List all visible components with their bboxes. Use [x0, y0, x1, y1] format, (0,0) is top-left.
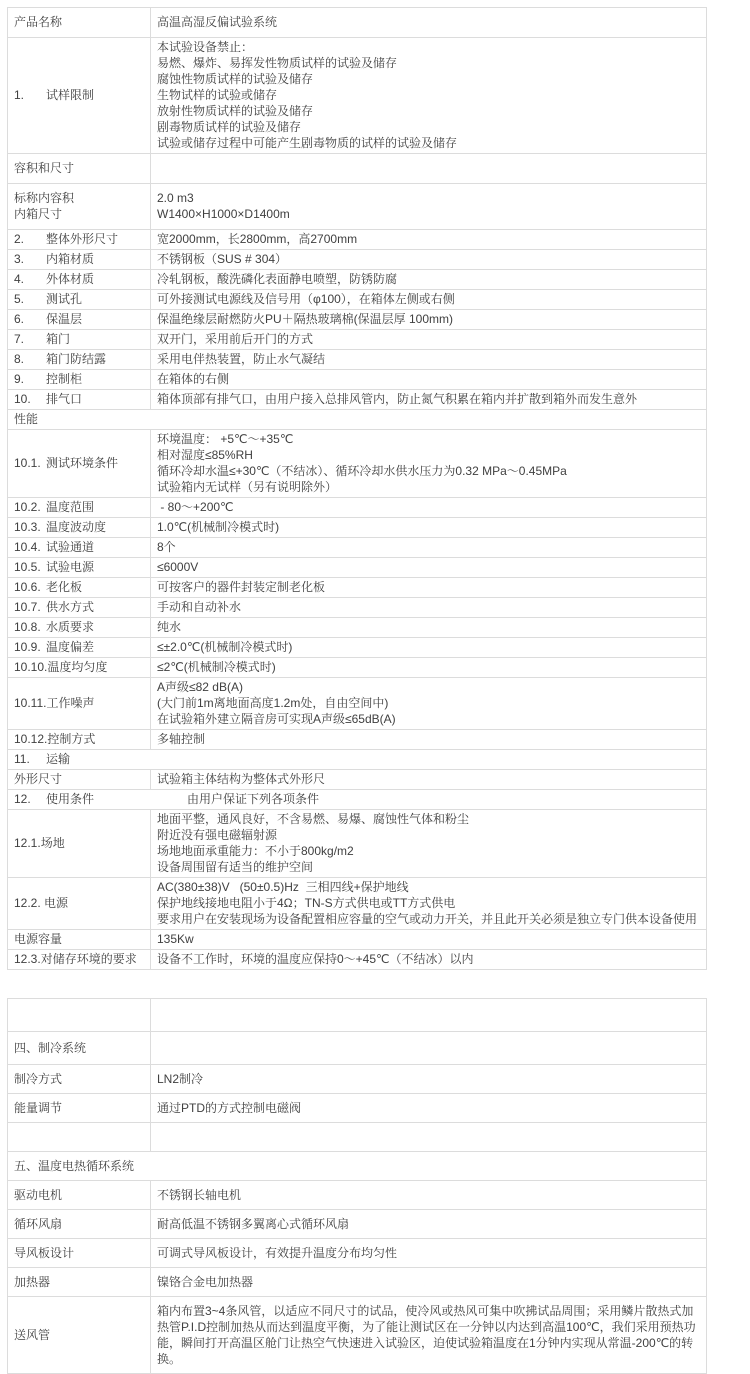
spec-label: 送风管: [14, 1328, 51, 1342]
spec-value-line: AC(380±38)V (50±0.5)Hz 三相四线+保护地线: [157, 880, 409, 894]
spec-value-line: 试验箱主体结构为整体式外形尺: [157, 772, 326, 786]
spec-label: 箱门防结露: [46, 352, 107, 366]
spec-label: 加热器: [14, 1275, 51, 1289]
spec-label: 控制柜: [46, 372, 83, 386]
spec-row: [8, 598, 707, 618]
item-number: 11.: [14, 752, 30, 766]
spec-value-cell: [151, 230, 707, 250]
spec-value-line: 保温绝缘层耐燃防火PU＋隔热玻璃棉(保温层厚 100mm): [157, 312, 454, 326]
spec-row: [8, 930, 707, 950]
item-number: 2.: [14, 232, 25, 246]
spec-row: [8, 638, 707, 658]
spec-row: [8, 678, 707, 730]
spec-value-cell: [151, 310, 707, 330]
spec-label: 产品名称: [14, 15, 63, 29]
spec-label-cell: [8, 1181, 151, 1210]
spec-value-line: 腐蚀性物质试样的试验及储存: [157, 72, 314, 86]
item-number: 8.: [14, 352, 25, 366]
item-number: 9.: [14, 372, 25, 386]
spec-row: [8, 878, 707, 930]
spec-label-cell: [8, 1032, 151, 1065]
spec-row: [8, 1239, 707, 1268]
spec-row: [8, 578, 707, 598]
spec-value-cell: [151, 770, 707, 790]
spec-label-cell: [8, 538, 151, 558]
spec-label-cell: [8, 154, 151, 184]
spec-row: [8, 1181, 707, 1210]
spec-value-cell: [151, 878, 707, 930]
spec-label: 12.1.场地: [14, 836, 65, 850]
spec-value-line: 纯水: [157, 620, 182, 634]
spec-label-cell: [8, 330, 151, 350]
spec-label-cell: [8, 999, 151, 1032]
spec-value-cell: [151, 184, 707, 230]
spec-value-line: 剧毒物质试样的试验及储存: [157, 120, 302, 134]
spec-row: [8, 1094, 707, 1123]
item-number: 10.4.: [14, 540, 41, 554]
spec-label-cell: [8, 1094, 151, 1123]
spec-label-cell: [8, 878, 151, 930]
spec-value-cell: [151, 730, 707, 750]
spec-label: 试验电源: [46, 560, 95, 574]
spec-label: 工作噪声: [46, 696, 95, 710]
spec-label: 试验通道: [46, 540, 95, 554]
spec-row: [8, 270, 707, 290]
spec-row: [8, 730, 707, 750]
spec-row: [8, 1123, 707, 1152]
spec-label-cell: [8, 1239, 151, 1268]
section-label: 五、温度电热循环系统: [14, 1159, 135, 1173]
spec-value-line: LN2制冷: [157, 1072, 204, 1086]
spec-label-cell: [8, 578, 151, 598]
spec-value-line: 双开门，采用前后开门的方式: [157, 332, 314, 346]
spec-row: [8, 518, 707, 538]
spec-label: 控制方式: [47, 732, 96, 746]
spec-row: [8, 330, 707, 350]
item-number: 3.: [14, 252, 25, 266]
spec-label-cell: [8, 1210, 151, 1239]
spec-value-cell: [151, 430, 707, 498]
item-number: 5.: [14, 292, 25, 306]
spec-value-line: 2.0 m3: [157, 191, 194, 205]
spec-label: 整体外形尺寸: [46, 232, 119, 246]
section-header-cell: [8, 1152, 707, 1181]
spec-value-line: 循环冷却水温≤+30℃（不结冰）、循环冷却水供水压力为0.32 MPa～0.45MPa: [157, 464, 567, 478]
spec-row: [8, 184, 707, 230]
spec-value-cell: [151, 598, 707, 618]
spec-value-line: 可外接测试电源线及信号用（φ100），在箱体左侧或右侧: [157, 292, 455, 306]
spec-label: 保温层: [46, 312, 83, 326]
spec-row: [8, 430, 707, 498]
spec-label-cell: [8, 1297, 151, 1374]
spec-value-cell: [151, 538, 707, 558]
spec-value-line: ≤±2.0℃(机械制冷模式时): [157, 640, 293, 654]
spec-value-line: 冷轧钢板，酸洗磷化表面静电喷塑，防锈防腐: [157, 272, 398, 286]
spec-label: 驱动电机: [14, 1188, 63, 1202]
spec-row: [8, 1297, 707, 1374]
spec-value-cell: [151, 1094, 707, 1123]
spec-value-line: W1400×H1000×D1400m: [157, 207, 290, 221]
spec-value-cell: [151, 1123, 707, 1152]
spec-row: [8, 1268, 707, 1297]
spec-value-line: 放射性物质试样的试验及储存: [157, 104, 314, 118]
item-number: 10.11.: [14, 696, 47, 710]
spec-value-cell: [151, 390, 707, 410]
item-number: 7.: [14, 332, 25, 346]
spec-value-line: 生物试样的试验或储存: [157, 88, 278, 102]
spec-value-cell: [151, 1210, 707, 1239]
spec-row: [8, 250, 707, 270]
spec-label-cell: [8, 310, 151, 330]
item-number: 10.10.: [14, 660, 48, 674]
spec-row: [8, 1210, 707, 1239]
spec-label: 测试孔: [46, 292, 83, 306]
item-number: 10.9.: [14, 640, 41, 654]
spec-row: [8, 370, 707, 390]
spec-label: 温度波动度: [46, 520, 107, 534]
spec-value-cell: [151, 498, 707, 518]
spec-value-line: 高温高湿反偏试验系统: [157, 15, 278, 29]
section-header-cell: [8, 410, 707, 430]
spec-value-cell: [151, 578, 707, 598]
spec-row: [8, 1032, 707, 1065]
spec-row: [8, 310, 707, 330]
spec-value-cell: [151, 154, 707, 184]
spec-value-line: 设备周围留有适当的维护空间: [157, 860, 314, 874]
spec-label: 温度偏差: [46, 640, 95, 654]
spec-value-line: 可调式导风板设计，有效提升温度分布均匀性: [157, 1246, 398, 1260]
spec-value-line: 135Kw: [157, 932, 194, 946]
spec-value-cell: [151, 1032, 707, 1065]
item-number: 10.: [14, 392, 31, 406]
spec-label: 12.3.对储存环境的要求: [14, 952, 137, 966]
spec-row: [8, 618, 707, 638]
spec-label-cell: [8, 350, 151, 370]
spec-value-line: 通过PTD的方式控制电磁阀: [157, 1101, 302, 1115]
spec-value-cell: [151, 638, 707, 658]
spec-value-cell: [151, 1268, 707, 1297]
spec-value-line: 试验或储存过程中可能产生剧毒物质的试样的试验及储存: [157, 136, 458, 150]
spec-label-cell: [8, 370, 151, 390]
spec-value-line: - 80～+200℃: [157, 500, 234, 514]
spec-value-line: 手动和自动补水: [157, 600, 242, 614]
spec-label: 外体材质: [46, 272, 95, 286]
spec-label: 测试环境条件: [46, 456, 119, 470]
spec-row: [8, 38, 707, 154]
section-row: [8, 1152, 707, 1181]
item-number: 10.12.: [14, 732, 48, 746]
main-spec-table: [7, 7, 707, 970]
spec-value-cell: [151, 1239, 707, 1268]
spec-label: 温度均匀度: [47, 660, 108, 674]
spec-value-cell: [151, 930, 707, 950]
spec-value-line: 附近没有强电磁辐射源: [157, 828, 278, 842]
spec-value-cell: [151, 678, 707, 730]
spec-value-cell: [151, 950, 707, 970]
spec-value-line: 可按客户的器件封装定制老化板: [157, 580, 326, 594]
cooling-heating-table: [7, 998, 707, 1374]
spec-row: [8, 810, 707, 878]
spec-row: [8, 770, 707, 790]
spec-row: [8, 950, 707, 970]
spec-label: 试样限制: [46, 88, 95, 102]
spec-value-cell: [151, 38, 707, 154]
spec-value-line: ≤2℃(机械制冷模式时): [157, 660, 276, 674]
spec-value-cell: [151, 8, 707, 38]
spec-label: 四、制冷系统: [14, 1041, 87, 1055]
spec-value-line: 地面平整，通风良好，不含易燃、易爆、腐蚀性气体和粉尘: [157, 812, 470, 826]
spec-value-line: 要求用户在安装现场为设备配置相应容量的空气或动力开关，并且此开关必须是独立专门供本设备使用: [157, 912, 698, 926]
spec-label: 内箱尺寸: [14, 207, 63, 221]
spec-label-cell: [8, 930, 151, 950]
spec-value-cell: [151, 558, 707, 578]
spec-value-cell: [151, 658, 707, 678]
spec-label-cell: [8, 730, 151, 750]
spec-label: 导风板设计: [14, 1246, 75, 1260]
spec-label: 排气口: [46, 392, 83, 406]
spec-label: 能量调节: [14, 1101, 63, 1115]
spec-label-cell: [8, 498, 151, 518]
spec-value-cell: [151, 330, 707, 350]
spec-value-line: 设备不工作时，环境的温度应保持0～+45℃（不结冰）以内: [157, 952, 474, 966]
spec-value-cell: [151, 370, 707, 390]
spec-row: [8, 558, 707, 578]
spec-value-line: 环境温度： +5℃～+35℃: [157, 432, 294, 446]
spec-label-cell: [8, 250, 151, 270]
spec-value-line: 箱内布置3~4条风管，以适应不同尺寸的试品，使冷风或热风可集中吹拂试品周围；采用鳞片散热式加热管P.I.D控制加热从而达到温度平衡，为了能让测试区在一分钟以内达到高温100℃，我们采用预热功能，瞬间打开高温区舱门让热空气快速进入试验区，迫使试验箱温度在1分钟内实现从常温-200℃的转换。: [157, 1304, 696, 1366]
spec-label-cell: [8, 638, 151, 658]
section-row: [8, 750, 707, 770]
spec-label-cell: [8, 770, 151, 790]
spec-label-cell: [8, 598, 151, 618]
spec-value-cell: [151, 810, 707, 878]
spec-label: 箱门: [46, 332, 71, 346]
spec-label-cell: [8, 678, 151, 730]
spec-label-cell: [8, 558, 151, 578]
spec-value-line: 宽2000mm，长2800mm，高2700mm: [157, 232, 358, 246]
spec-row: [8, 658, 707, 678]
section-header-cell: [8, 750, 707, 770]
spec-value-line: 本试验设备禁止：: [157, 40, 254, 54]
item-number: 4.: [14, 272, 25, 286]
spec-label: 温度范围: [46, 500, 95, 514]
spec-label: 供水方式: [46, 600, 95, 614]
item-number: 10.6.: [14, 580, 41, 594]
spec-row: [8, 230, 707, 250]
spec-label-cell: [8, 230, 151, 250]
spec-row: [8, 538, 707, 558]
spec-value-line: 场地地面承重能力：不小于800kg/m2: [157, 844, 354, 858]
spec-label-cell: [8, 1123, 151, 1152]
spec-label-cell: [8, 390, 151, 410]
spec-value-cell: [151, 270, 707, 290]
item-number: 12.: [14, 792, 31, 806]
spec-row: [8, 350, 707, 370]
spec-value-line: 镍铬合金电加热器: [157, 1275, 254, 1289]
spec-row: [8, 390, 707, 410]
item-number: 10.7.: [14, 600, 41, 614]
spec-value-cell: [151, 350, 707, 370]
spec-value-line: 易燃、爆炸、易挥发性物质试样的试验及储存: [157, 56, 398, 70]
spec-label-cell: [8, 184, 151, 230]
spec-value-line: 在试验箱外建立隔音房可实现A声级≤65dB(A): [157, 712, 396, 726]
spec-row: [8, 290, 707, 310]
section-row: [8, 410, 707, 430]
spec-value-line: 耐高低温不锈钢多翼离心式循环风扇: [157, 1217, 350, 1231]
spec-value-line: 相对湿度≤85%RH: [157, 448, 253, 462]
spec-label-cell: [8, 38, 151, 154]
spec-value-line: 多轴控制: [157, 732, 206, 746]
spec-value-line: 保护地线接地电阻小于4Ω；TN-S方式供电或TT方式供电: [157, 896, 456, 910]
spec-row: [8, 498, 707, 518]
spec-value-cell: [151, 290, 707, 310]
item-number: 6.: [14, 312, 25, 326]
spec-label-cell: [8, 1065, 151, 1094]
spec-label-cell: [8, 810, 151, 878]
item-number: 10.1.: [14, 456, 41, 470]
item-number: 10.2.: [14, 500, 41, 514]
spec-value-cell: [151, 999, 707, 1032]
spec-value-cell: [151, 250, 707, 270]
spec-value-cell: [151, 1065, 707, 1094]
item-number: 10.8.: [14, 620, 41, 634]
spec-label: 内箱材质: [46, 252, 95, 266]
spec-value-line: A声级≤82 dB(A): [157, 680, 243, 694]
spec-label-cell: [8, 270, 151, 290]
spec-value-cell: [151, 518, 707, 538]
spec-row: [8, 1065, 707, 1094]
spec-label-cell: [8, 518, 151, 538]
spec-label: 12.2. 电源: [14, 896, 69, 910]
spec-row: [8, 999, 707, 1032]
spec-label-cell: [8, 658, 151, 678]
spec-label-cell: [8, 1268, 151, 1297]
section-note: 由用户保证下列各项条件: [187, 792, 320, 806]
spec-label: 水质要求: [46, 620, 95, 634]
spec-label: 标称内容积: [14, 191, 75, 205]
section-row: [8, 790, 707, 810]
spec-value-line: 采用电伴热装置，防止水气凝结: [157, 352, 326, 366]
spec-label-cell: [8, 618, 151, 638]
spec-value-cell: [151, 1297, 707, 1374]
spec-value-line: 1.0℃(机械制冷模式时): [157, 520, 280, 534]
spec-row: [8, 154, 707, 184]
spec-row: [8, 8, 707, 38]
spec-label: 电源容量: [14, 932, 63, 946]
spec-value-cell: [151, 1181, 707, 1210]
spec-value-line: 在箱体的右侧: [157, 372, 230, 386]
spec-value-line: (大门前1m离地面高度1.2m处，自由空间中): [157, 696, 389, 710]
section-header-cell: [8, 790, 707, 810]
spec-label: 外形尺寸: [14, 772, 63, 786]
spec-label-cell: [8, 8, 151, 38]
spec-value-cell: [151, 618, 707, 638]
section-label: 使用条件: [46, 792, 95, 806]
spec-label: 制冷方式: [14, 1072, 63, 1086]
spec-value-line: 不锈钢长轴电机: [157, 1188, 242, 1202]
spec-label: 老化板: [46, 580, 83, 594]
item-number: 1.: [14, 88, 25, 102]
spec-label: 容积和尺寸: [14, 161, 75, 175]
item-number: 10.5.: [14, 560, 41, 574]
item-number: 10.3.: [14, 520, 41, 534]
spec-value-line: 8个: [157, 540, 176, 554]
spec-label-cell: [8, 950, 151, 970]
spec-value-line: 试验箱内无试样（另有说明除外）: [157, 480, 338, 494]
spec-value-line: ≤6000V: [157, 560, 199, 574]
spec-value-line: 不锈钢板（SUS # 304）: [157, 252, 288, 266]
section-label: 运输: [46, 752, 71, 766]
spec-label: 循环风扇: [14, 1217, 63, 1231]
spec-value-line: 箱体顶部有排气口，由用户接入总排风管内，防止氮气积累在箱内并扩散到箱外而发生意外: [157, 392, 638, 406]
spec-label-cell: [8, 290, 151, 310]
section-label: 性能: [14, 412, 39, 426]
spec-label-cell: [8, 430, 151, 498]
